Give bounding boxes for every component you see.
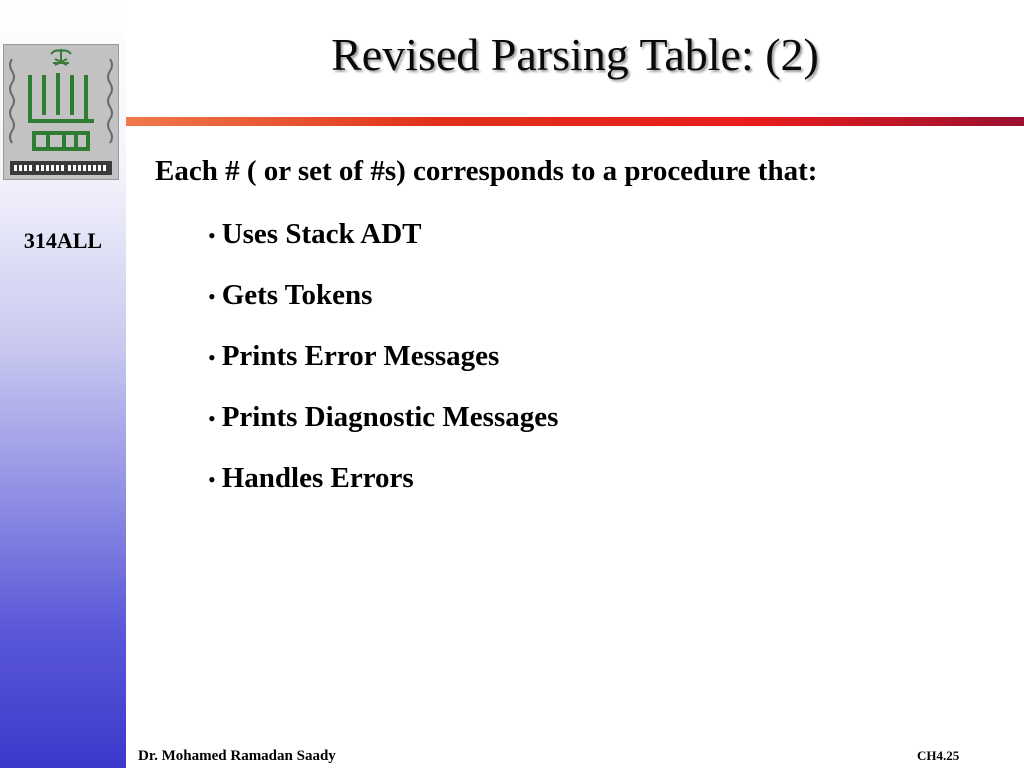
bullet-text: Prints Diagnostic Messages <box>221 401 559 433</box>
course-code: 314ALL <box>23 228 103 253</box>
sidebar <box>0 0 126 768</box>
intro-text: Each # ( or set of #s) corresponds to a procedure that: <box>155 155 818 187</box>
footer-author: Dr. Mohamed Ramadan Saady <box>138 748 336 764</box>
list-item <box>208 460 558 521</box>
list-item <box>208 277 558 338</box>
list-item <box>208 216 558 277</box>
university-logo <box>3 44 119 180</box>
bullet-icon: • <box>208 223 216 248</box>
bullet-icon: • <box>208 345 216 370</box>
title-divider <box>126 117 1024 126</box>
bullet-list <box>208 216 558 521</box>
bullet-icon: • <box>208 284 216 309</box>
bullet-text: Handles Errors <box>221 462 414 494</box>
bullet-text: Prints Error Messages <box>221 340 500 372</box>
bullet-text: Uses Stack ADT <box>221 218 422 250</box>
list-item <box>208 399 558 460</box>
list-item <box>208 338 558 399</box>
slide-number: CH4.25 <box>917 748 960 763</box>
bullet-text: Gets Tokens <box>221 279 373 311</box>
bullet-icon: • <box>208 467 216 492</box>
university-emblem-icon <box>4 45 118 179</box>
slide-title: Revised Parsing Table: (2) <box>331 29 819 80</box>
bullet-icon: • <box>208 406 216 431</box>
